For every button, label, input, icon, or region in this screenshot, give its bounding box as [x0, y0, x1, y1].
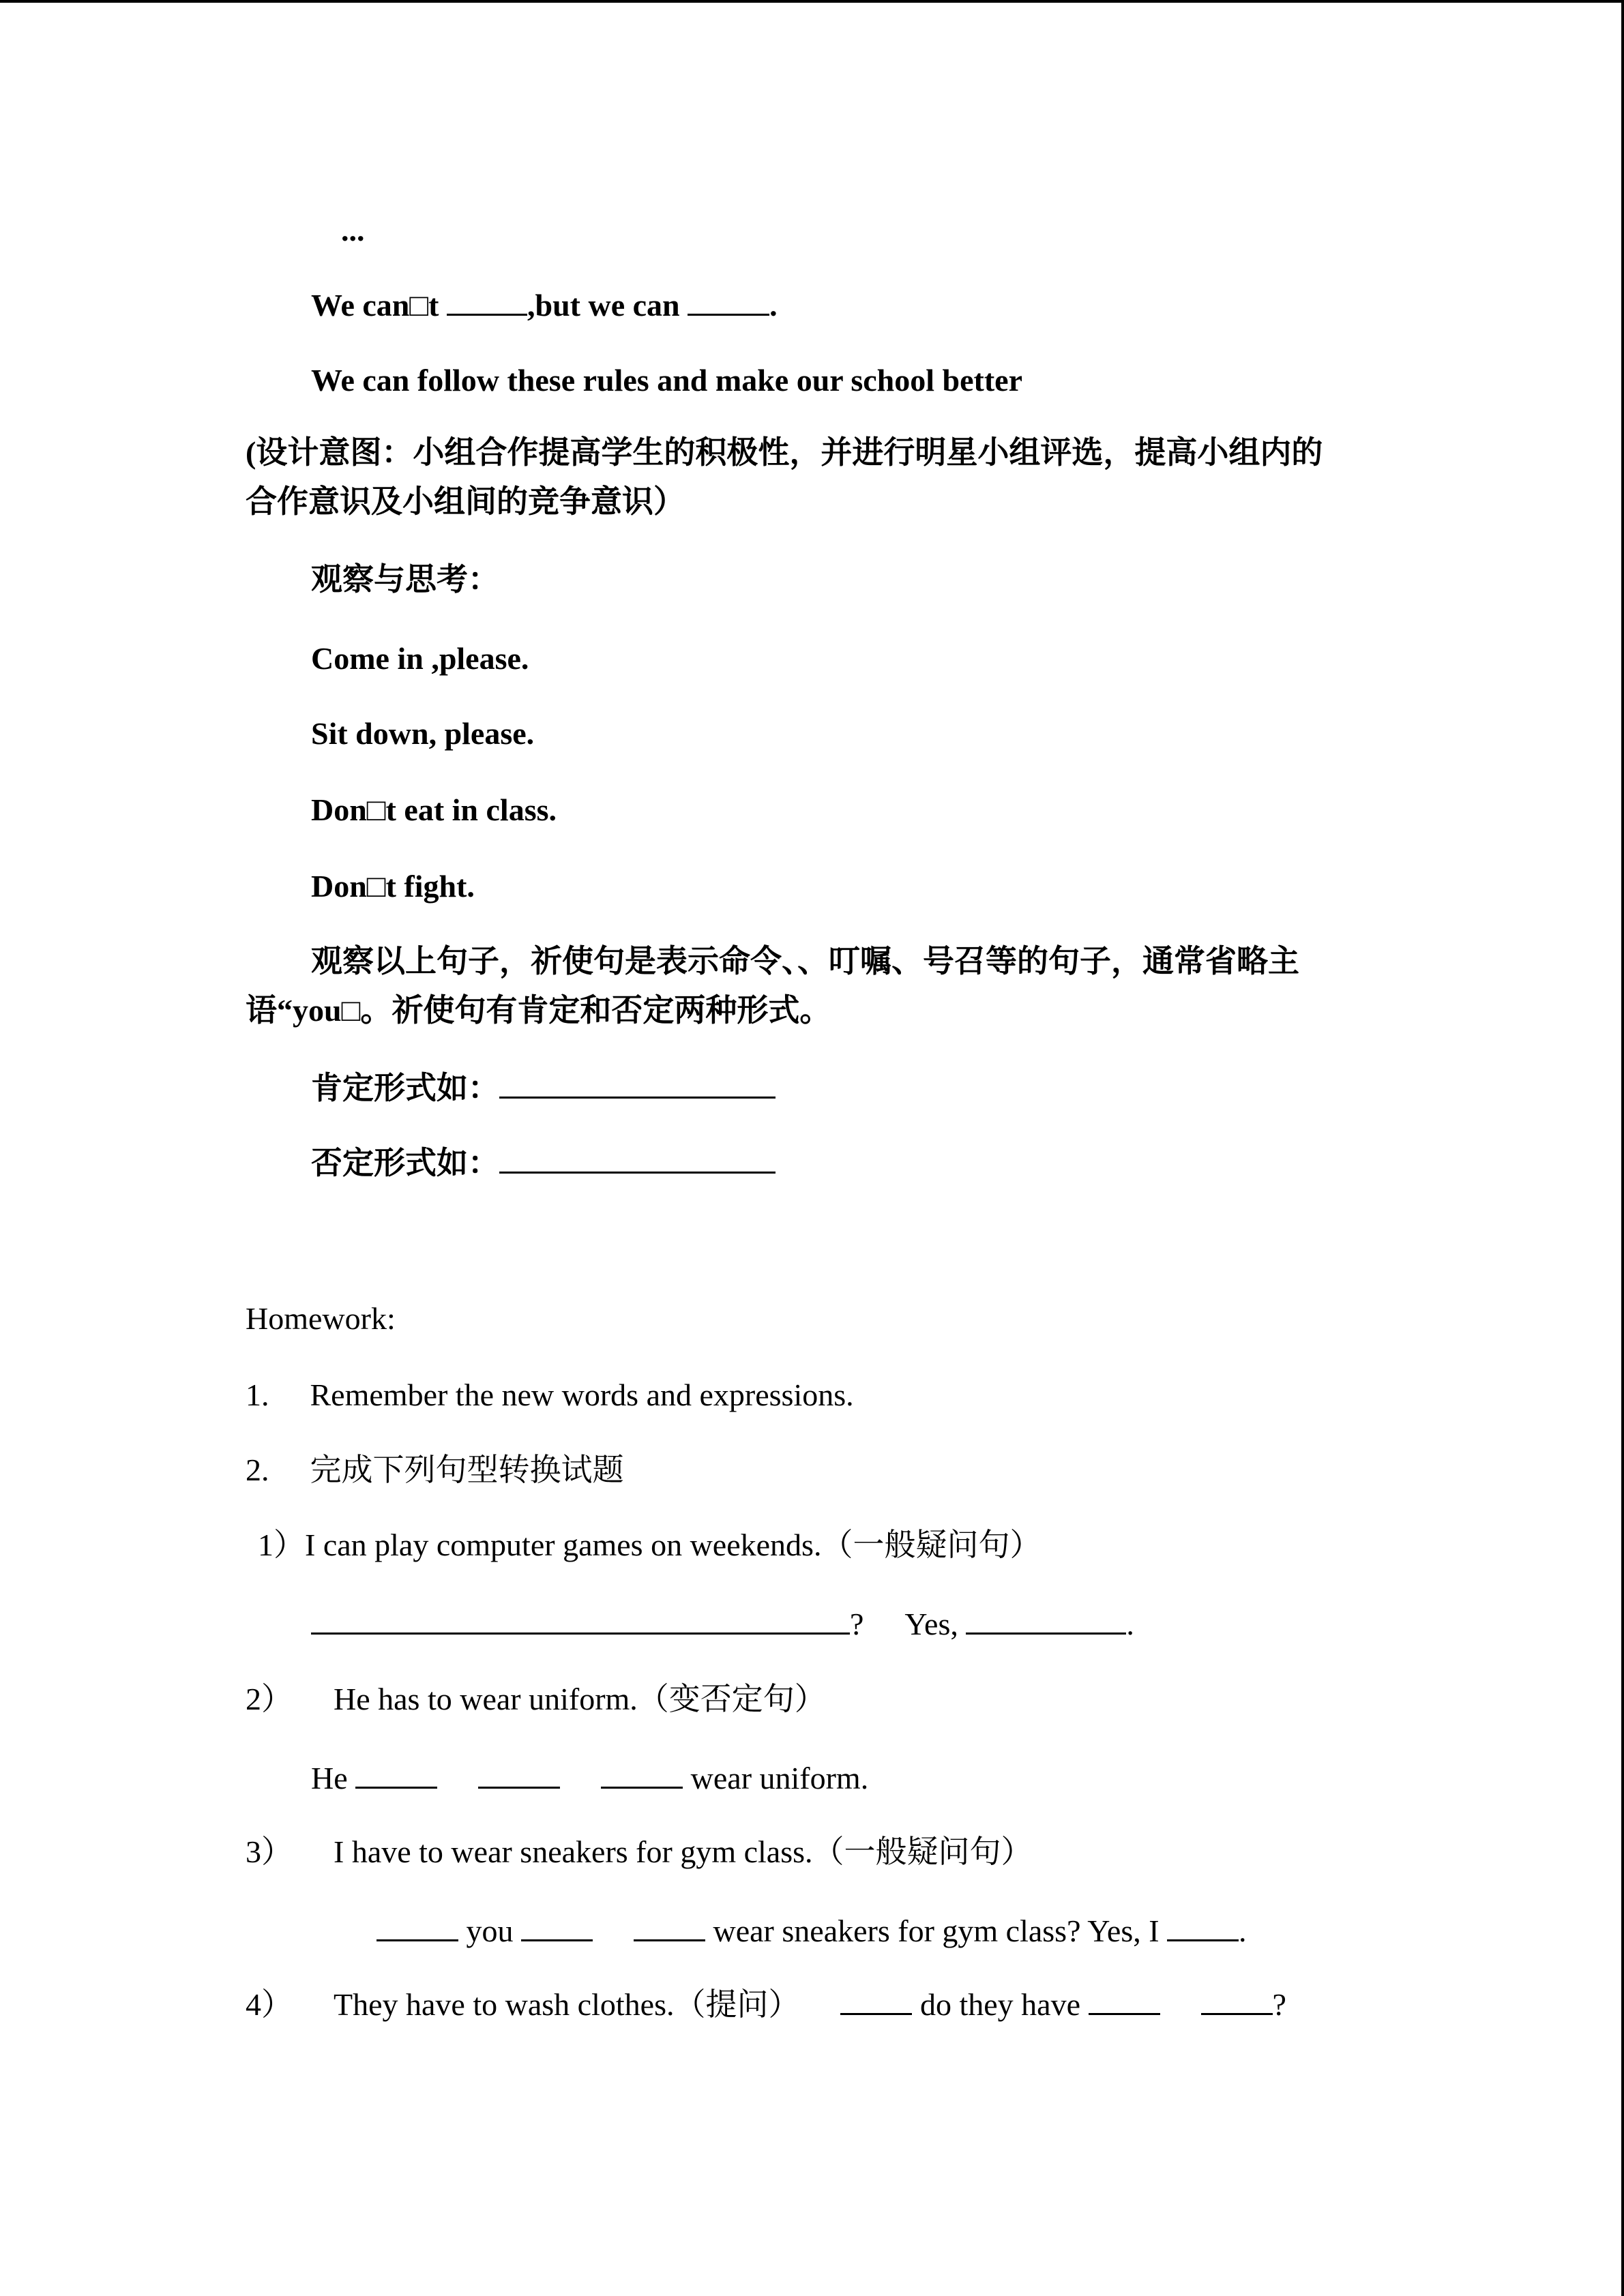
negative-form-row — [311, 1144, 776, 1182]
q2-answer-end: wear uniform. — [683, 1761, 869, 1795]
homework-item-1 — [246, 1376, 854, 1414]
q3-you: you — [458, 1913, 521, 1948]
homework-item-2-text: 完成下列句型转换试题 — [310, 1452, 624, 1487]
q4-text: They have to wash clothes.（提问） — [334, 1987, 800, 2022]
observe-title: 观察与思考： — [311, 562, 499, 597]
q3-answer-mid: wear sneakers for gym class? Yes, I — [705, 1913, 1168, 1948]
q4-number: 4） — [246, 1987, 293, 2022]
homework-item-2-number: 2. — [246, 1452, 269, 1487]
q4-blank-2[interactable] — [1089, 1986, 1160, 2015]
q4-answer-mid: do they have — [912, 1987, 1089, 2022]
question-1-answer-row — [311, 1605, 1134, 1643]
explain-line-1: 观察以上句子，祈使句是表示命令、、叮嘱、号召等的句子，通常省略主 — [311, 944, 1299, 979]
q1-period: . — [1126, 1607, 1134, 1641]
q3-text: I have to wear sneakers for gym class.（一般疑问句） — [334, 1834, 1033, 1869]
question-3-answer-row — [377, 1912, 1247, 1950]
question-3 — [246, 1833, 1033, 1871]
q3-blank-1[interactable] — [377, 1912, 458, 1941]
homework-item-1-text: Remember the new words and expressions. — [310, 1377, 854, 1412]
question-1: 1）I can play computer games on weekends.（一般疑问句） — [258, 1527, 1042, 1562]
q2-answer-start: He — [311, 1761, 356, 1795]
q3-number: 3） — [246, 1834, 293, 1869]
q1-sentence-blank[interactable] — [311, 1605, 850, 1635]
question-2 — [246, 1680, 826, 1718]
cant-sentence-part-c: . — [769, 288, 778, 323]
example-sentence-4: Don□t fight. — [311, 869, 475, 904]
question-4 — [246, 1986, 1286, 2024]
cant-sentence-part-b: ,but we can — [527, 288, 688, 323]
ellipsis-text: ... — [341, 213, 365, 248]
page-right-border — [1621, 0, 1624, 2296]
q1-question-mark: ? — [850, 1607, 864, 1641]
cant-sentence-part-a: We can□t — [311, 288, 447, 323]
explain-line-2: 语“you□。祈使句有肯定和否定两种形式。 — [246, 993, 831, 1028]
q3-blank-3[interactable] — [634, 1912, 705, 1941]
blank-1[interactable] — [447, 286, 527, 316]
homework-item-1-number: 1. — [246, 1377, 269, 1412]
example-sentence-1: Come in ,please. — [311, 641, 529, 676]
question-2-answer-row — [311, 1759, 868, 1798]
homework-item-2 — [246, 1451, 624, 1489]
q3-answer-end: . — [1239, 1913, 1247, 1948]
q1-yes-label: Yes, — [904, 1607, 966, 1641]
q2-number: 2） — [246, 1682, 293, 1716]
q2-blank-2[interactable] — [478, 1759, 560, 1789]
q1-yes-blank[interactable] — [966, 1605, 1126, 1635]
page-top-border — [0, 0, 1624, 3]
homework-title: Homework: — [246, 1301, 396, 1336]
q2-blank-3[interactable] — [601, 1759, 683, 1789]
q4-blank-3[interactable] — [1201, 1986, 1273, 2015]
q3-blank-4[interactable] — [1167, 1912, 1239, 1941]
q4-blank-1[interactable] — [840, 1986, 912, 2015]
q4-answer-end: ? — [1272, 1987, 1286, 2022]
cant-can-sentence — [311, 286, 778, 325]
q2-text: He has to wear uniform.（变否定句） — [334, 1682, 826, 1716]
follow-rules-sentence: We can follow these rules and make our school better — [311, 363, 1023, 398]
affirm-form-row — [311, 1069, 776, 1107]
design-intent-line-2: 合作意识及小组间的竞争意识） — [246, 484, 685, 519]
q3-blank-2[interactable] — [521, 1912, 593, 1941]
example-sentence-3: Don□t eat in class. — [311, 792, 557, 827]
affirm-label: 肯定形式如： — [311, 1071, 499, 1105]
q2-blank-1[interactable] — [355, 1759, 437, 1789]
example-sentence-2: Sit down, please. — [311, 716, 535, 751]
negative-blank[interactable] — [499, 1144, 776, 1174]
negative-label: 否定形式如： — [311, 1146, 499, 1180]
design-intent-line-1: (设计意图：小组合作提高学生的积极性，并进行明星小组评选，提高小组内的 — [246, 435, 1323, 470]
affirm-blank[interactable] — [499, 1069, 776, 1099]
blank-2[interactable] — [688, 286, 769, 316]
